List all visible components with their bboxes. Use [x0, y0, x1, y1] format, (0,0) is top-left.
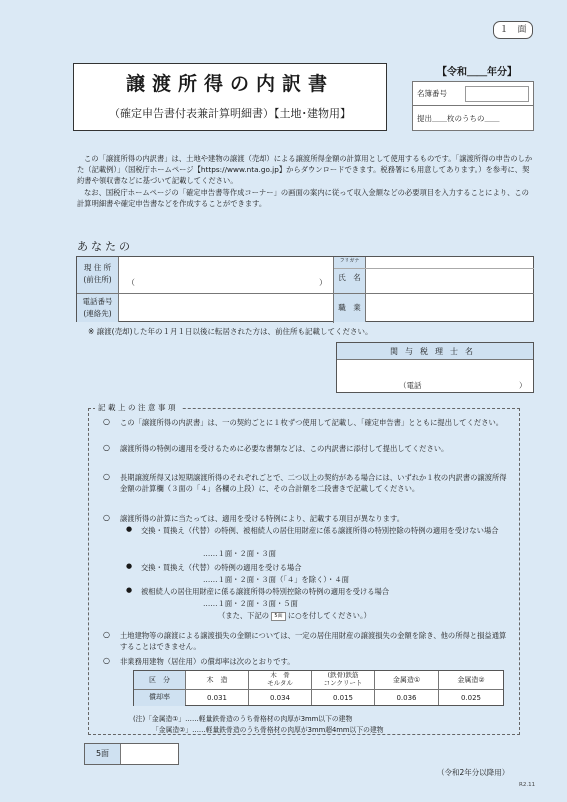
bullet-dot-icon: ● — [126, 562, 133, 570]
rate-row-label: 償却率 — [134, 689, 185, 706]
phone-field[interactable] — [120, 294, 333, 322]
address-label — [77, 257, 119, 293]
phone-label-line2: (連絡先) — [83, 309, 112, 318]
page5-chip: 5面 — [271, 612, 285, 621]
address-label-line2: (前住所) — [83, 275, 112, 284]
document-subtitle: （確定申告書付表兼計算明細書）【土地･建物用】 — [109, 107, 351, 120]
page5-check-field[interactable] — [122, 744, 178, 764]
tax-accountant-box — [336, 342, 534, 393]
tax-accountant-phone-label: （電話 — [399, 381, 422, 390]
year-label: 【令和＿＿年分】 — [437, 67, 517, 78]
special-case-3: 被相続人の居住用財産に係る譲渡所得の特別控除の特例の適用を受ける場合 — [141, 587, 390, 596]
bullet-circle-icon: ○ — [103, 656, 110, 665]
registry-info-box — [412, 81, 534, 131]
title-box — [73, 63, 387, 131]
caution-item-6: 非業務用建物（居住用）の償却率は次のとおりです。 — [120, 657, 295, 666]
tax-accountant-field[interactable] — [337, 361, 533, 392]
footnote-metal1: (注)「金属造①」……軽量鉄骨造のうち骨格材の肉厚が3mm以下の建物 — [133, 715, 353, 723]
rate-col-wood: 木 造 — [206, 676, 228, 684]
tax-accountant-phone-close: ） — [519, 381, 527, 390]
page-number-badge: １ 面 — [493, 21, 533, 39]
special-case-1-pages: ……１面・２面・３面 — [203, 549, 276, 558]
job-label: 職 業 — [334, 294, 366, 322]
special-case-3-pages: ……１面・２面・３面・５面 — [203, 599, 298, 608]
page5-note-prefix: （また、下記の — [218, 611, 270, 620]
job-field[interactable] — [367, 294, 533, 322]
phone-label-line1: 電話番号 — [82, 297, 113, 306]
caution-item-5: 土地建物等の譲渡による譲渡損失の金額については、一定の居住用財産の譲渡損失の金額を除き、他の所得と損益通算することはできません。 — [120, 631, 507, 652]
tax-accountant-header: 関与税理士名 — [337, 343, 533, 360]
rate-col-metal2: 金属造② — [457, 676, 485, 684]
depreciation-rate-table — [133, 670, 504, 706]
rate-col-concrete: (鉄骨)鉄筋 コンクリート — [323, 671, 363, 687]
bullet-circle-icon: ○ — [103, 443, 110, 452]
bullet-circle-icon: ○ — [103, 417, 110, 426]
name-label-cell — [334, 257, 366, 293]
intro-text — [77, 153, 535, 209]
bullet-circle-icon: ○ — [103, 630, 110, 639]
address-note: ※ 譲渡(売却)した年の１月１日以後に転居された方は、前住所も記載してください。 — [88, 327, 373, 336]
rate-value-concrete: 0.015 — [332, 694, 354, 702]
caution-item-4: 譲渡所得の計算に当たっては、適用を受ける特例により、記載する項目が異なります。 — [120, 514, 404, 523]
caution-item-2: 譲渡所得の特例の適用を受けるために必要な書類などは、この内訳書に添付して提出してください。 — [120, 444, 449, 453]
furigana-label: フリガナ — [339, 258, 360, 264]
taxpayer-info-table — [76, 256, 534, 322]
phone-label — [77, 294, 119, 322]
bullet-dot-icon: ● — [126, 586, 133, 594]
caution-title: 記載上の注意事項 — [95, 402, 181, 413]
name-number-row — [413, 82, 533, 106]
footnote-metal2: 「金属造②」……軽量鉄骨造のうち骨格材の肉厚が3mm超4mm以下の建物 — [152, 726, 384, 734]
intro-paragraph-1: この「譲渡所得の内訳書」は、土地や建物の譲渡（売却）による譲渡所得金額の計算用として使用するものです。「譲渡所得の申告のしかた（記載例）」（国税庁ホームページ【https://www.nta.go.jp】からダウンロードできます。税務署にも用意してあります。）を参考に、契約書や領収書などに基づいて記載してください。 — [77, 154, 533, 186]
page5-label: 5面 — [85, 744, 121, 764]
rate-value-wood-mortar: 0.034 — [269, 694, 291, 702]
special-case-1: 交換・買換え（代替）の特例、被相続人の居住用財産に係る譲渡所得の特別控除の特例の適用を受けない場合 — [141, 526, 499, 535]
rate-header-label: 区 分 — [134, 671, 185, 689]
special-case-2-pages: ……１面・２面・３面（「４」を除く）・４面 — [203, 575, 349, 584]
address-label-line1: 現 住 所 — [83, 263, 112, 272]
name-label: 氏 名 — [338, 273, 361, 282]
caution-item-3: 長期譲渡所得又は短期譲渡所得のそれぞれごとで、二つ以上の契約がある場合には、いずれか１枚の内訳書の譲渡所得金額の計算欄（３面の「４」各欄の上段）に、その合計額を二段書きで記載してください。 — [120, 473, 507, 494]
address-paren-open: （ — [127, 278, 135, 287]
caution-item-1: この「譲渡所得の内訳書」は、一の契約ごとに１枚ずつ使用して記載し、「確定申告書」とともに提出してください。 — [120, 418, 504, 427]
page5-note-suffix: に○を付してください。） — [287, 611, 371, 620]
name-number-label: 名簿番号 — [417, 89, 447, 98]
rate-value-metal1: 0.036 — [396, 694, 417, 702]
page5-mark-note — [218, 610, 371, 621]
submission-row: 提出＿＿枚のうちの＿＿ — [417, 114, 500, 123]
address-paren-close: ） — [319, 278, 327, 287]
name-number-field[interactable] — [465, 86, 529, 102]
rate-col-metal1: 金属造① — [392, 676, 421, 684]
footer-year-note: （令和2年分以降用） — [437, 768, 510, 777]
section-you-heading: あなたの — [77, 240, 133, 253]
bullet-circle-icon: ○ — [103, 472, 110, 481]
name-field[interactable] — [367, 257, 533, 293]
rate-value-metal2: 0.025 — [460, 694, 482, 702]
bullet-dot-icon: ● — [126, 525, 133, 533]
address-field[interactable] — [120, 257, 333, 293]
form-code: R2.11 — [519, 782, 536, 788]
rate-value-wood: 0.031 — [206, 694, 228, 702]
bullet-circle-icon: ○ — [103, 513, 110, 522]
intro-paragraph-2: なお、国税庁ホームページの「確定申告書等作成コーナー」の画面の案内に従って収入金額などの必要項目を入力することにより、この計算明細書や確定申告書などを作成することができます。 — [77, 187, 529, 208]
document-title: 譲渡所得の内訳書 — [125, 73, 334, 95]
page5-box — [84, 743, 179, 765]
special-case-2: 交換・買換え（代替）の特例の適用を受ける場合 — [141, 563, 302, 572]
rate-col-wood-mortar: 木 骨 モルタル — [267, 671, 293, 687]
